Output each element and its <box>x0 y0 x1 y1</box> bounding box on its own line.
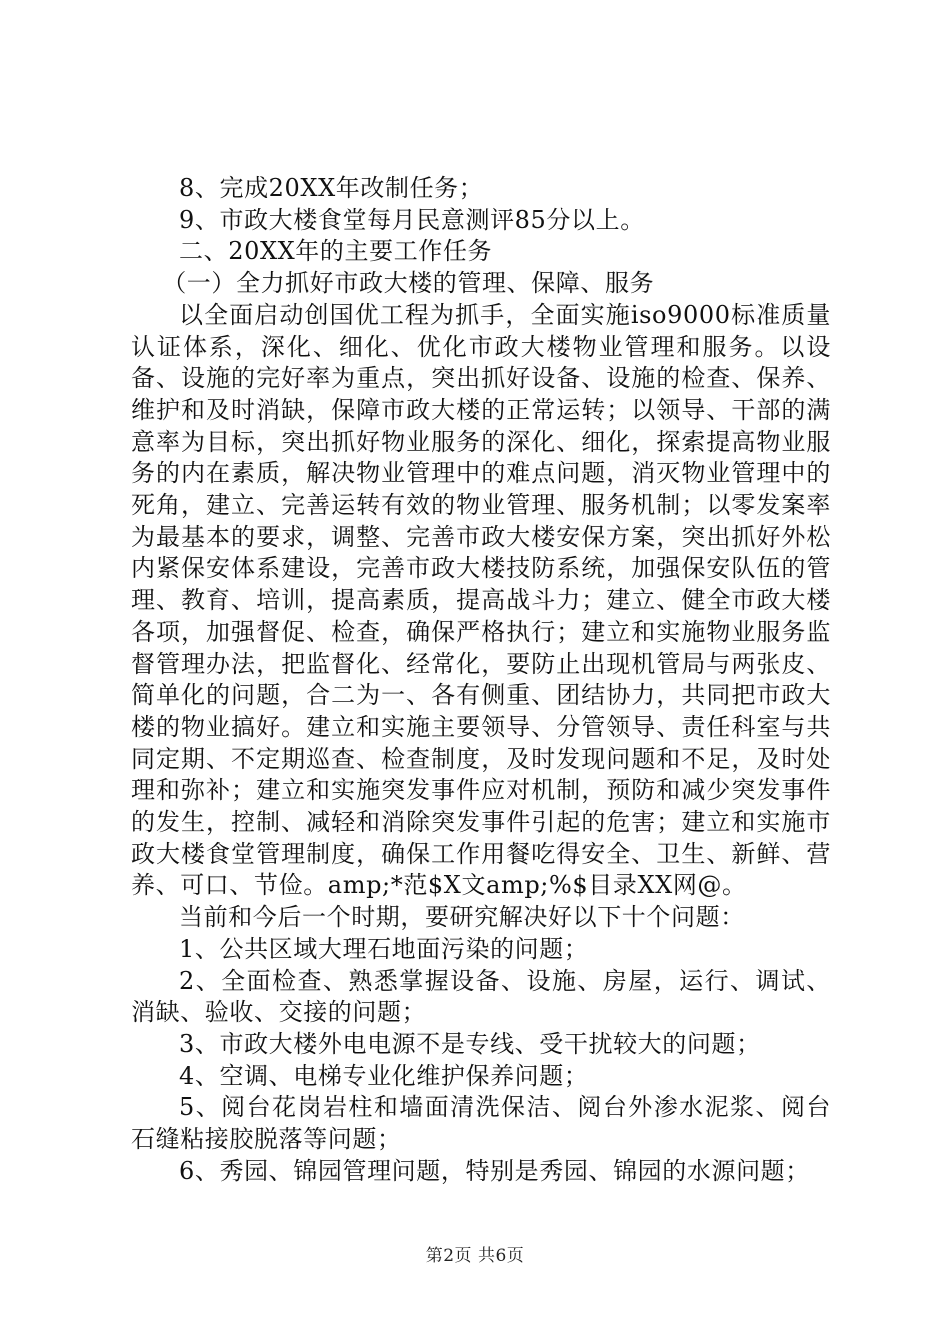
problem-item-5: 5、阅台花岗岩柱和墙面清洗保洁、阅台外渗水泥浆、阅台石缝粘接胶脱落等问题； <box>131 1093 831 1154</box>
page-number-footer: 第2页 共6页 <box>425 1246 525 1266</box>
subsection-heading: （一）全力抓好市政大楼的管理、保障、服务 <box>162 269 655 298</box>
body-paragraph: 以全面启动创国优工程为抓手，全面实施iso9000标准质量认证体系，深化、细化、优化市政大楼物业管理和服务。以设备、设施的完好率为重点，突出抓好设备、设施的检查、保养、维护和及时消缺，保障市政大楼的正常运转；以领导、干部的满意率为目标，突出抓好物业服务的深化、细化，探索提高物业服务的内在素质，解决物业管理中的难点问题，消灭物业管理中的死角，建立、完善运转有效的物业管理、服务机制；以零发案率为最基本的要求，调整、完善市政大楼安保方案，突出抓好外松内紧保安体系建设，完善市政大楼技防系统，加强保安队伍的管理、教育、培训，提高素质，提高战斗力；建立、健全市政大楼各项，加强督促、检查，确保严格执行；建立和实施物业服务监督管理办法，把监督化、经常化，要防止出现机管局与两张皮、简单化的问题，合二为一、各有侧重、团结协力，共同把市政大楼的物业搞好。建立和实施主要领导、分管领导、责任科室与共同定期、不定期巡查、检查制度，及时发现问题和不足，及时处理和弥补；建立和实施突发事件应对机制，预防和减少突发事件的发生，控制、减轻和消除突发事件引起的危害；建立和实施市政大楼食堂管理制度，确保工作用餐吃得安全、卫生、新鲜、营养、可口、节俭。amp;*范$X文amp;%$目录XX网@。 <box>131 300 831 900</box>
problem-item-1: 1、公共区域大理石地面污染的问题； <box>179 934 589 963</box>
intro-paragraph: 当前和今后一个时期，要研究解决好以下十个问题： <box>179 903 745 932</box>
list-item-9: 9、市政大楼食堂每月民意测评85分以上。 <box>179 205 645 234</box>
document-body <box>131 173 831 1188</box>
problem-item-2: 2、全面检查、熟悉掌握设备、设施、房屋，运行、调试、消缺、验收、交接的问题； <box>131 966 831 1027</box>
problem-item-4: 4、空调、电梯专业化维护保养问题； <box>179 1061 589 1090</box>
problem-item-6: 6、秀园、锦园管理问题，特别是秀园、锦园的水源问题； <box>179 1156 810 1185</box>
section-heading: 二、20XX年的主要工作任务 <box>179 237 493 266</box>
problem-item-3: 3、市政大楼外电电源不是专线、受干扰较大的问题； <box>179 1029 761 1058</box>
list-item-8: 8、完成20XX年改制任务； <box>179 174 484 202</box>
